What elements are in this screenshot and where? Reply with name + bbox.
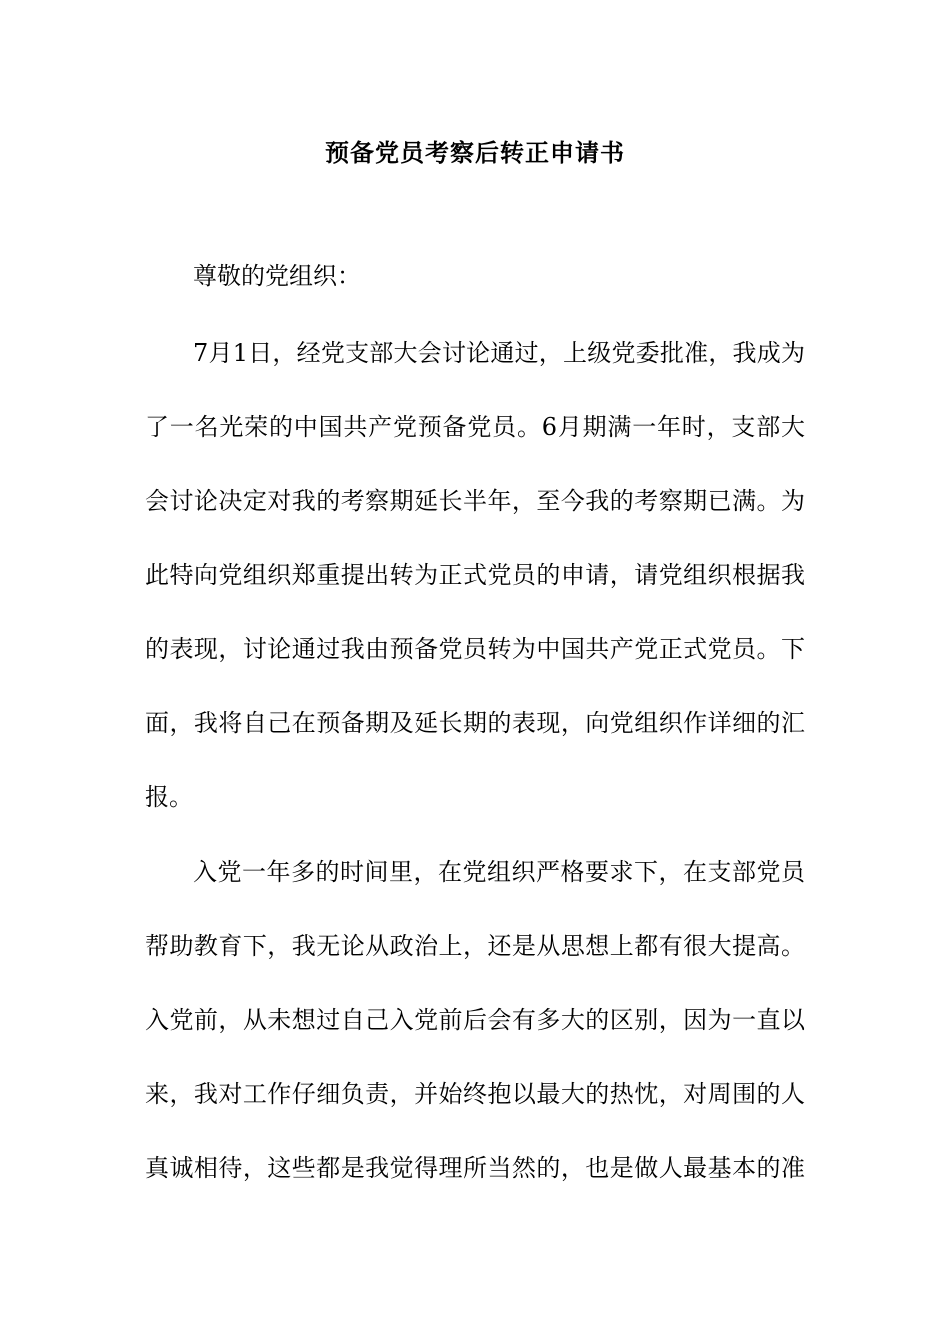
paragraph-line: 的表现，讨论通过我由预备党员转为中国共产党正式党员。下 xyxy=(145,635,805,663)
paragraph-line: 帮助教育下，我无论从政治上，还是从思想上都有很大提高。 xyxy=(145,932,805,960)
paragraph-line: 会讨论决定对我的考察期延长半年，至今我的考察期已满。为 xyxy=(145,487,805,515)
paragraph-line: 报。 xyxy=(145,783,193,811)
paragraph-line: 了一名光荣的中国共产党预备党员。6月期满一年时，支部大 xyxy=(145,413,805,441)
paragraph-line: 入党一年多的时间里，在党组织严格要求下，在支部党员 xyxy=(193,858,805,886)
salutation: 尊敬的党组织： xyxy=(193,262,361,290)
paragraph-line: 7月1日，经党支部大会讨论通过，上级党委批准，我成为 xyxy=(193,339,805,367)
paragraph-line: 此特向党组织郑重提出转为正式党员的申请，请党组织根据我 xyxy=(145,561,805,589)
paragraph-line: 来，我对工作仔细负责，并始终抱以最大的热忱，对周围的人 xyxy=(145,1080,805,1108)
document-title: 预备党员考察后转正申请书 xyxy=(325,138,625,167)
paragraph-line: 入党前，从未想过自己入党前后会有多大的区别，因为一直以 xyxy=(145,1006,805,1034)
paragraph-line: 真诚相待，这些都是我觉得理所当然的，也是做人最基本的准 xyxy=(145,1154,805,1182)
paragraph-line: 面，我将自己在预备期及延长期的表现，向党组织作详细的汇 xyxy=(145,709,805,737)
